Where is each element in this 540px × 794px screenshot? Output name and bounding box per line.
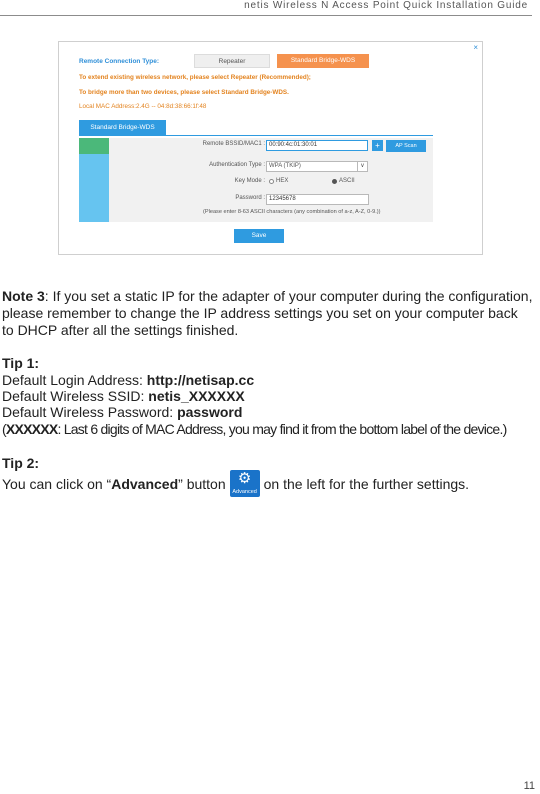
login-address-value: http://netisap.cc [146, 372, 255, 388]
radio-unselected-icon [269, 179, 274, 184]
remote-bssid-input[interactable]: 00:90:4c:01:30:01 [266, 140, 368, 151]
mac-note-open: ( [2, 421, 6, 437]
tip2-title: Tip 2: [2, 455, 40, 471]
advanced-icon-label: Advanced [232, 489, 257, 495]
remote-connection-type-row [79, 54, 369, 68]
wds-info-text: To bridge more than two devices, please select Standard Bridge-WDS. [79, 89, 289, 96]
tip2-advanced-word: Advanced [111, 476, 179, 492]
ap-scan-button[interactable]: AP Scan [386, 140, 426, 152]
tip1-password-line [2, 404, 242, 420]
tab-standard-bridge-wds[interactable]: Standard Bridge-WDS [79, 120, 166, 135]
chevron-down-icon: ∨ [357, 162, 367, 171]
note3-line-2: please remember to change the IP address settings you set on your computer back [2, 305, 518, 321]
tip2-line [2, 470, 469, 497]
repeater-mode-button[interactable]: Repeater [194, 54, 270, 68]
standard-bridge-wds-button[interactable]: Standard Bridge-WDS [277, 54, 369, 68]
key-mode-ascii-label: ASCII [339, 178, 355, 184]
key-mode-ascii-radio[interactable] [332, 178, 355, 184]
wireless-password-label: Default Wireless Password: [2, 404, 178, 420]
password-label: Password : [235, 195, 265, 201]
add-bssid-button[interactable]: + [372, 140, 383, 151]
tip1-mac-note [2, 421, 507, 437]
repeater-info-text: To extend existing wireless network, please select Repeater (Recommended); [79, 74, 311, 81]
mac-note-rest: : Last 6 digits of MAC Address, you may find it from the bottom label of the device.) [57, 421, 507, 437]
guide-title: netis Wireless N Access Point Quick Installation Guide [244, 0, 528, 11]
side-accent-green [79, 138, 109, 154]
router-settings-screenshot [58, 41, 483, 255]
password-input[interactable]: 12345678 [266, 194, 369, 205]
key-mode-hex-label: HEX [276, 178, 289, 184]
note3-text-1: : If you set a static IP for the adapter of your computer during the configuration, [44, 288, 533, 304]
key-mode-hex-radio[interactable] [269, 178, 288, 184]
advanced-button-icon [230, 470, 260, 497]
page-number: 11 [523, 780, 535, 792]
tip1-login-line [2, 372, 254, 388]
remote-connection-type-label: Remote Connection Type: [79, 57, 160, 65]
wds-settings-form [109, 138, 433, 222]
tip2-text-after: on the left for the further settings. [263, 476, 470, 492]
login-address-label: Default Login Address: [2, 372, 147, 388]
note3-label: Note 3 [2, 288, 45, 304]
tab-underline [79, 135, 433, 136]
tip2-text-mid: ” button [178, 476, 226, 492]
remote-bssid-label: Remote BSSID/MAC1 : [202, 141, 265, 147]
tip1-ssid-line [2, 388, 245, 404]
authentication-type-label: Authentication Type : [209, 162, 265, 168]
tip2-text-before: You can click on “ [2, 476, 112, 492]
authentication-type-select[interactable] [266, 161, 368, 172]
header-divider [0, 15, 532, 16]
note3-line-1 [2, 288, 532, 304]
ssid-value: netis_XXXXXX [148, 388, 245, 404]
radio-selected-icon [332, 179, 337, 184]
local-mac-address: Local MAC Address:2.4G -- 04:8d:38:66:1f:48 [79, 103, 207, 110]
ssid-label: Default Wireless SSID: [2, 388, 149, 404]
save-button[interactable]: Save [234, 229, 284, 243]
mac-note-bold: XXXXXX [5, 421, 58, 437]
close-icon[interactable]: × [473, 43, 478, 52]
gear-icon: ⚙ [237, 470, 252, 487]
authentication-type-value: WPA (TKIP) [269, 163, 301, 169]
side-accent-blue [79, 154, 109, 222]
wireless-password-value: password [177, 404, 243, 420]
key-mode-label: Key Mode : [234, 178, 265, 184]
tip1-title: Tip 1: [2, 355, 40, 371]
note3-line-3: to DHCP after all the settings finished. [2, 322, 239, 338]
password-hint: (Please enter 8-63 ASCII characters (any combination of a-z, A-Z, 0-9.)) [203, 209, 381, 215]
